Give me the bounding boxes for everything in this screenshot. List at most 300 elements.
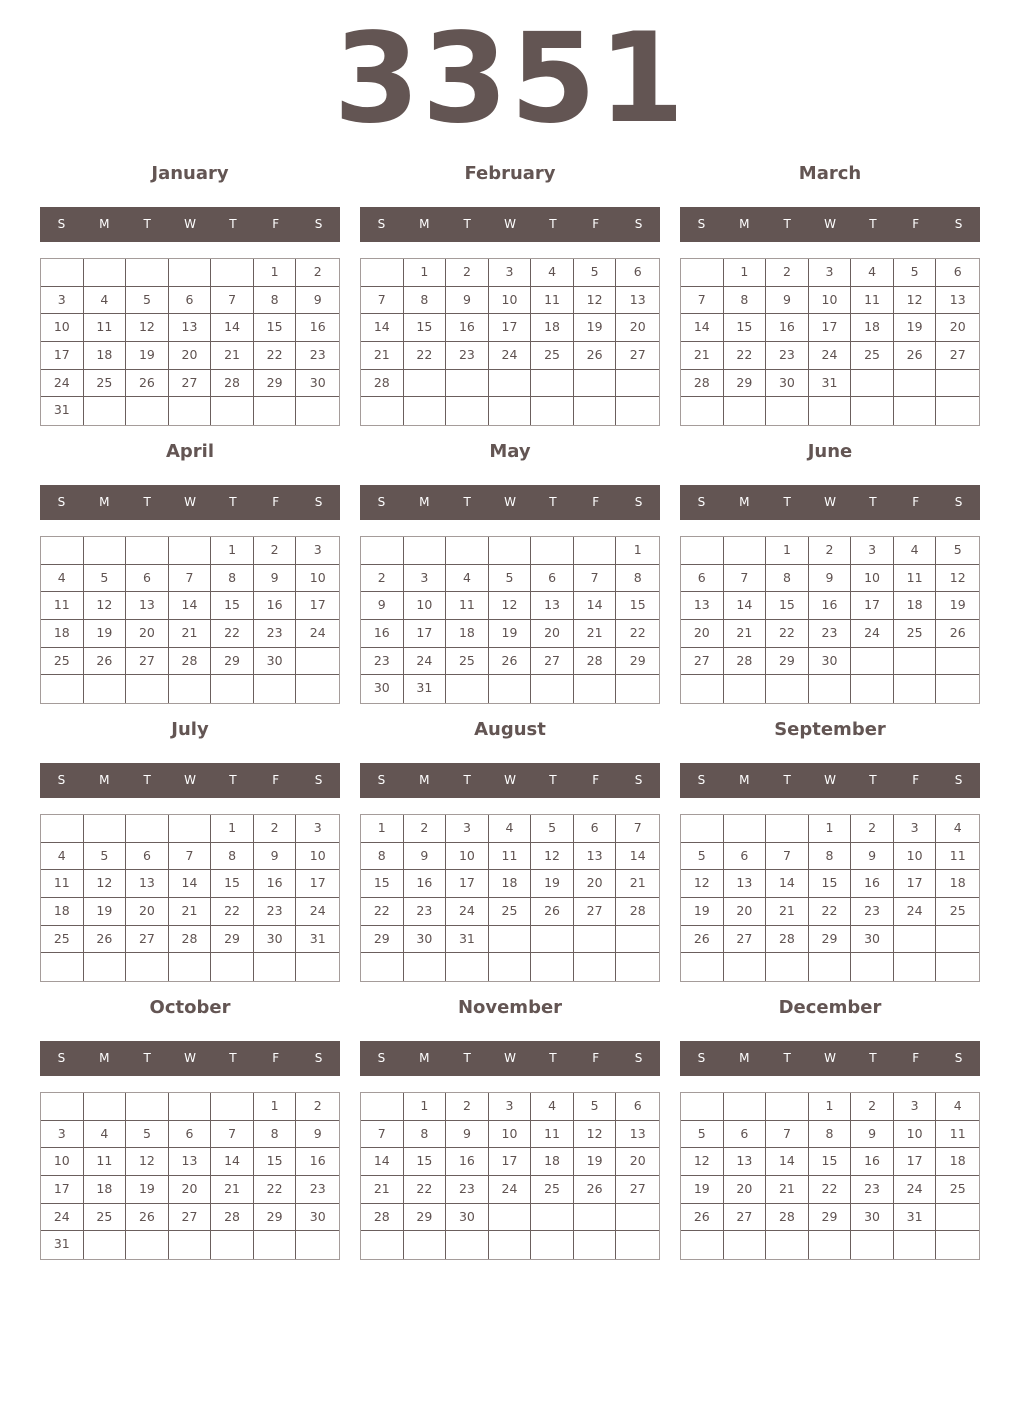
day-cell: 29: [616, 648, 659, 676]
day-cell: 8: [254, 287, 297, 315]
day-cell: 6: [616, 1093, 659, 1121]
day-cell: 11: [936, 1121, 979, 1149]
day-cell: 25: [84, 370, 127, 398]
weekday-label: F: [592, 1051, 600, 1065]
day-cell: 3: [41, 287, 84, 315]
day-cell: 25: [41, 926, 84, 954]
weekday-header: [360, 207, 660, 242]
day-cell: [254, 953, 297, 981]
day-cell: [851, 675, 894, 703]
day-cell: [489, 1231, 532, 1259]
day-cell: 22: [809, 898, 852, 926]
weekday-label: W: [824, 1051, 836, 1065]
day-cell: 12: [681, 870, 724, 898]
day-grid: [680, 1092, 980, 1260]
day-cell: [126, 537, 169, 565]
weekday-label: T: [869, 495, 877, 509]
day-cell: 4: [894, 537, 937, 565]
day-cell: 5: [574, 1093, 617, 1121]
weekday-header: [680, 1041, 980, 1076]
day-cell: [681, 1093, 724, 1121]
day-cell: [851, 370, 894, 398]
weekday-label: F: [912, 773, 920, 787]
day-cell: 29: [809, 926, 852, 954]
day-cell: 9: [851, 843, 894, 871]
day-cell: [766, 397, 809, 425]
day-cell: 9: [296, 287, 339, 315]
month-name: February: [464, 163, 556, 184]
day-cell: 16: [361, 620, 404, 648]
weekday-label: W: [184, 1051, 196, 1065]
day-cell: [574, 953, 617, 981]
day-cell: 16: [296, 1148, 339, 1176]
day-cell: [851, 1231, 894, 1259]
day-grid: [360, 536, 660, 704]
day-cell: 1: [361, 815, 404, 843]
month-name: October: [149, 997, 231, 1018]
day-cell: 25: [531, 342, 574, 370]
day-cell: [361, 537, 404, 565]
day-cell: [681, 1231, 724, 1259]
day-cell: [489, 397, 532, 425]
day-cell: 30: [766, 370, 809, 398]
day-cell: 31: [894, 1204, 937, 1232]
weekday-label: T: [549, 495, 557, 509]
day-cell: [489, 675, 532, 703]
day-cell: 10: [404, 592, 447, 620]
day-cell: 14: [169, 592, 212, 620]
day-cell: 27: [724, 926, 767, 954]
day-cell: 24: [296, 898, 339, 926]
day-cell: 30: [254, 926, 297, 954]
weekday-label: S: [954, 773, 963, 787]
day-cell: 27: [936, 342, 979, 370]
day-cell: 29: [809, 1204, 852, 1232]
day-cell: [446, 953, 489, 981]
day-cell: [254, 675, 297, 703]
day-cell: 31: [41, 397, 84, 425]
day-cell: 18: [446, 620, 489, 648]
day-cell: [531, 1204, 574, 1232]
month-september: [680, 718, 980, 988]
day-cell: 5: [681, 843, 724, 871]
day-cell: [84, 953, 127, 981]
day-cell: 15: [254, 314, 297, 342]
day-cell: 7: [169, 565, 212, 593]
day-cell: [211, 953, 254, 981]
day-cell: 6: [169, 287, 212, 315]
weekday-header: [680, 485, 980, 520]
day-cell: [404, 370, 447, 398]
weekday-label: S: [377, 217, 386, 231]
day-cell: 24: [894, 898, 937, 926]
day-cell: 3: [894, 815, 937, 843]
weekday-label: W: [184, 495, 196, 509]
day-cell: [894, 1231, 937, 1259]
day-cell: [489, 537, 532, 565]
day-cell: [936, 953, 979, 981]
day-cell: 6: [724, 843, 767, 871]
day-cell: [169, 953, 212, 981]
weekday-label: F: [592, 773, 600, 787]
day-cell: 6: [936, 259, 979, 287]
day-cell: [724, 1093, 767, 1121]
month-june: [680, 440, 980, 710]
day-cell: 27: [574, 898, 617, 926]
day-cell: [404, 1231, 447, 1259]
day-cell: 16: [254, 592, 297, 620]
day-cell: [41, 259, 84, 287]
weekday-label: S: [314, 495, 323, 509]
day-cell: 10: [851, 565, 894, 593]
day-cell: [211, 1093, 254, 1121]
day-cell: 16: [766, 314, 809, 342]
day-cell: [574, 397, 617, 425]
day-cell: 15: [404, 314, 447, 342]
day-cell: [851, 953, 894, 981]
day-cell: 16: [446, 1148, 489, 1176]
day-cell: 23: [809, 620, 852, 648]
day-cell: 27: [126, 648, 169, 676]
weekday-label: M: [99, 217, 110, 231]
weekday-label: S: [954, 495, 963, 509]
day-cell: 31: [809, 370, 852, 398]
day-cell: 4: [936, 1093, 979, 1121]
day-cell: 2: [851, 1093, 894, 1121]
day-cell: 5: [126, 1121, 169, 1149]
weekday-label: M: [739, 217, 750, 231]
day-cell: 8: [211, 565, 254, 593]
weekday-label: M: [99, 773, 110, 787]
day-cell: 23: [254, 620, 297, 648]
month-name: August: [474, 719, 546, 740]
weekday-label: W: [184, 217, 196, 231]
day-cell: 23: [296, 1176, 339, 1204]
day-cell: 9: [851, 1121, 894, 1149]
day-cell: 13: [681, 592, 724, 620]
day-cell: 12: [84, 592, 127, 620]
day-cell: 19: [681, 898, 724, 926]
day-cell: 7: [616, 815, 659, 843]
day-cell: 30: [361, 675, 404, 703]
weekday-label: S: [57, 1051, 66, 1065]
day-cell: 9: [296, 1121, 339, 1149]
day-cell: 28: [211, 370, 254, 398]
day-cell: 4: [41, 565, 84, 593]
day-cell: 10: [894, 843, 937, 871]
day-cell: [84, 675, 127, 703]
day-cell: 12: [681, 1148, 724, 1176]
day-cell: 8: [809, 1121, 852, 1149]
day-cell: [766, 675, 809, 703]
weekday-label: W: [824, 773, 836, 787]
weekday-label: F: [272, 217, 280, 231]
weekday-label: S: [634, 1051, 643, 1065]
day-cell: 26: [681, 1204, 724, 1232]
day-cell: 2: [296, 1093, 339, 1121]
day-cell: 25: [851, 342, 894, 370]
day-cell: 7: [211, 287, 254, 315]
day-cell: 7: [361, 287, 404, 315]
day-cell: [936, 926, 979, 954]
day-cell: 25: [84, 1204, 127, 1232]
weekday-label: T: [463, 773, 471, 787]
weekday-header: [360, 763, 660, 798]
day-cell: [616, 926, 659, 954]
day-cell: 1: [404, 259, 447, 287]
day-cell: [724, 953, 767, 981]
day-cell: 22: [211, 620, 254, 648]
day-cell: [766, 815, 809, 843]
day-cell: 11: [84, 1148, 127, 1176]
day-cell: [41, 1093, 84, 1121]
day-cell: 13: [574, 843, 617, 871]
weekday-label: T: [549, 773, 557, 787]
day-cell: 13: [616, 1121, 659, 1149]
day-cell: 4: [84, 1121, 127, 1149]
day-cell: 5: [574, 259, 617, 287]
day-cell: 28: [766, 1204, 809, 1232]
day-cell: [531, 675, 574, 703]
day-cell: [616, 953, 659, 981]
day-cell: 7: [766, 843, 809, 871]
weekday-label: S: [314, 217, 323, 231]
day-cell: [126, 397, 169, 425]
day-cell: 31: [41, 1231, 84, 1259]
day-cell: 28: [169, 926, 212, 954]
weekday-label: F: [592, 217, 600, 231]
day-cell: 17: [489, 314, 532, 342]
day-cell: 3: [894, 1093, 937, 1121]
day-cell: [361, 397, 404, 425]
day-cell: 20: [126, 620, 169, 648]
weekday-label: M: [419, 217, 430, 231]
day-cell: 6: [574, 815, 617, 843]
weekday-label: S: [314, 773, 323, 787]
day-cell: 13: [169, 314, 212, 342]
day-cell: 1: [724, 259, 767, 287]
month-november: [360, 996, 660, 1266]
day-cell: 28: [574, 648, 617, 676]
day-cell: 31: [446, 926, 489, 954]
day-cell: 21: [361, 1176, 404, 1204]
weekday-label: F: [912, 495, 920, 509]
day-cell: [851, 397, 894, 425]
day-cell: 1: [809, 1093, 852, 1121]
day-cell: [296, 953, 339, 981]
day-cell: 25: [446, 648, 489, 676]
day-cell: 14: [169, 870, 212, 898]
day-cell: 8: [404, 1121, 447, 1149]
day-cell: 7: [766, 1121, 809, 1149]
day-cell: [616, 370, 659, 398]
day-cell: 19: [574, 314, 617, 342]
day-cell: 18: [936, 1148, 979, 1176]
day-cell: [894, 648, 937, 676]
day-cell: [211, 675, 254, 703]
day-cell: 15: [724, 314, 767, 342]
day-cell: 22: [361, 898, 404, 926]
day-cell: 7: [574, 565, 617, 593]
day-cell: 16: [446, 314, 489, 342]
day-cell: 20: [616, 314, 659, 342]
day-cell: [894, 370, 937, 398]
day-cell: 18: [894, 592, 937, 620]
day-cell: 2: [254, 537, 297, 565]
day-cell: 24: [296, 620, 339, 648]
day-cell: 4: [84, 287, 127, 315]
day-cell: 22: [404, 342, 447, 370]
day-cell: [41, 675, 84, 703]
day-cell: 4: [936, 815, 979, 843]
day-cell: [681, 397, 724, 425]
day-cell: 20: [574, 870, 617, 898]
day-cell: 3: [296, 537, 339, 565]
day-cell: 7: [211, 1121, 254, 1149]
day-grid: [40, 536, 340, 704]
day-cell: 28: [361, 370, 404, 398]
day-cell: 15: [404, 1148, 447, 1176]
day-cell: 29: [254, 1204, 297, 1232]
day-cell: 3: [809, 259, 852, 287]
day-cell: 16: [809, 592, 852, 620]
day-cell: [296, 397, 339, 425]
day-cell: 6: [724, 1121, 767, 1149]
day-cell: 2: [851, 815, 894, 843]
day-cell: [169, 1231, 212, 1259]
weekday-label: F: [592, 495, 600, 509]
month-april: [40, 440, 340, 710]
day-cell: 12: [126, 1148, 169, 1176]
day-cell: 24: [41, 370, 84, 398]
weekday-label: S: [697, 1051, 706, 1065]
day-cell: [616, 397, 659, 425]
day-cell: 17: [894, 1148, 937, 1176]
day-cell: 26: [126, 370, 169, 398]
day-cell: 4: [489, 815, 532, 843]
day-cell: 12: [574, 1121, 617, 1149]
day-cell: 17: [404, 620, 447, 648]
day-cell: [851, 648, 894, 676]
day-cell: [681, 953, 724, 981]
day-cell: 16: [296, 314, 339, 342]
day-cell: 17: [296, 592, 339, 620]
day-cell: 21: [766, 898, 809, 926]
month-name: March: [798, 163, 862, 184]
day-cell: [894, 397, 937, 425]
day-cell: 8: [616, 565, 659, 593]
day-cell: 29: [724, 370, 767, 398]
day-cell: 18: [84, 1176, 127, 1204]
day-cell: 14: [574, 592, 617, 620]
day-cell: 27: [616, 342, 659, 370]
day-cell: 17: [296, 870, 339, 898]
day-cell: 12: [936, 565, 979, 593]
weekday-label: W: [184, 773, 196, 787]
day-cell: 24: [809, 342, 852, 370]
day-cell: 17: [851, 592, 894, 620]
day-cell: [169, 259, 212, 287]
month-name: January: [151, 163, 229, 184]
day-cell: 22: [724, 342, 767, 370]
day-cell: [489, 370, 532, 398]
day-cell: [894, 926, 937, 954]
day-cell: 6: [126, 565, 169, 593]
day-cell: [616, 1204, 659, 1232]
day-cell: 3: [296, 815, 339, 843]
day-cell: 16: [254, 870, 297, 898]
day-cell: 21: [211, 1176, 254, 1204]
weekday-label: T: [463, 217, 471, 231]
day-cell: 25: [936, 1176, 979, 1204]
day-cell: 12: [126, 314, 169, 342]
day-cell: 1: [211, 537, 254, 565]
day-cell: 27: [681, 648, 724, 676]
day-cell: 2: [766, 259, 809, 287]
day-cell: 19: [489, 620, 532, 648]
day-cell: [404, 397, 447, 425]
day-cell: 11: [936, 843, 979, 871]
day-cell: [169, 537, 212, 565]
day-cell: 21: [681, 342, 724, 370]
day-cell: 20: [724, 1176, 767, 1204]
day-cell: [41, 537, 84, 565]
month-august: [360, 718, 660, 988]
day-cell: 19: [894, 314, 937, 342]
day-cell: 26: [126, 1204, 169, 1232]
day-cell: 8: [724, 287, 767, 315]
day-cell: 2: [254, 815, 297, 843]
day-cell: [531, 370, 574, 398]
weekday-label: T: [143, 773, 151, 787]
day-cell: [84, 397, 127, 425]
day-cell: 19: [531, 870, 574, 898]
month-march: [680, 162, 980, 432]
day-cell: 1: [254, 1093, 297, 1121]
weekday-label: T: [463, 495, 471, 509]
day-cell: [126, 259, 169, 287]
day-cell: 27: [531, 648, 574, 676]
day-cell: 11: [894, 565, 937, 593]
day-cell: [724, 1231, 767, 1259]
day-cell: [809, 397, 852, 425]
day-cell: 29: [766, 648, 809, 676]
day-cell: [296, 648, 339, 676]
day-grid: [40, 1092, 340, 1260]
day-cell: [84, 1093, 127, 1121]
day-cell: 20: [126, 898, 169, 926]
day-cell: 19: [681, 1176, 724, 1204]
day-cell: 5: [936, 537, 979, 565]
day-grid: [40, 258, 340, 426]
day-cell: 15: [211, 870, 254, 898]
month-name: May: [489, 441, 531, 462]
weekday-label: W: [824, 217, 836, 231]
day-cell: 1: [809, 815, 852, 843]
day-cell: [936, 1204, 979, 1232]
day-cell: 10: [296, 843, 339, 871]
day-cell: [126, 953, 169, 981]
day-cell: 29: [361, 926, 404, 954]
day-cell: 13: [169, 1148, 212, 1176]
day-cell: 23: [446, 1176, 489, 1204]
day-cell: 12: [894, 287, 937, 315]
day-cell: [361, 259, 404, 287]
day-grid: [360, 1092, 660, 1260]
day-cell: 12: [574, 287, 617, 315]
day-cell: 16: [404, 870, 447, 898]
day-cell: [531, 1231, 574, 1259]
